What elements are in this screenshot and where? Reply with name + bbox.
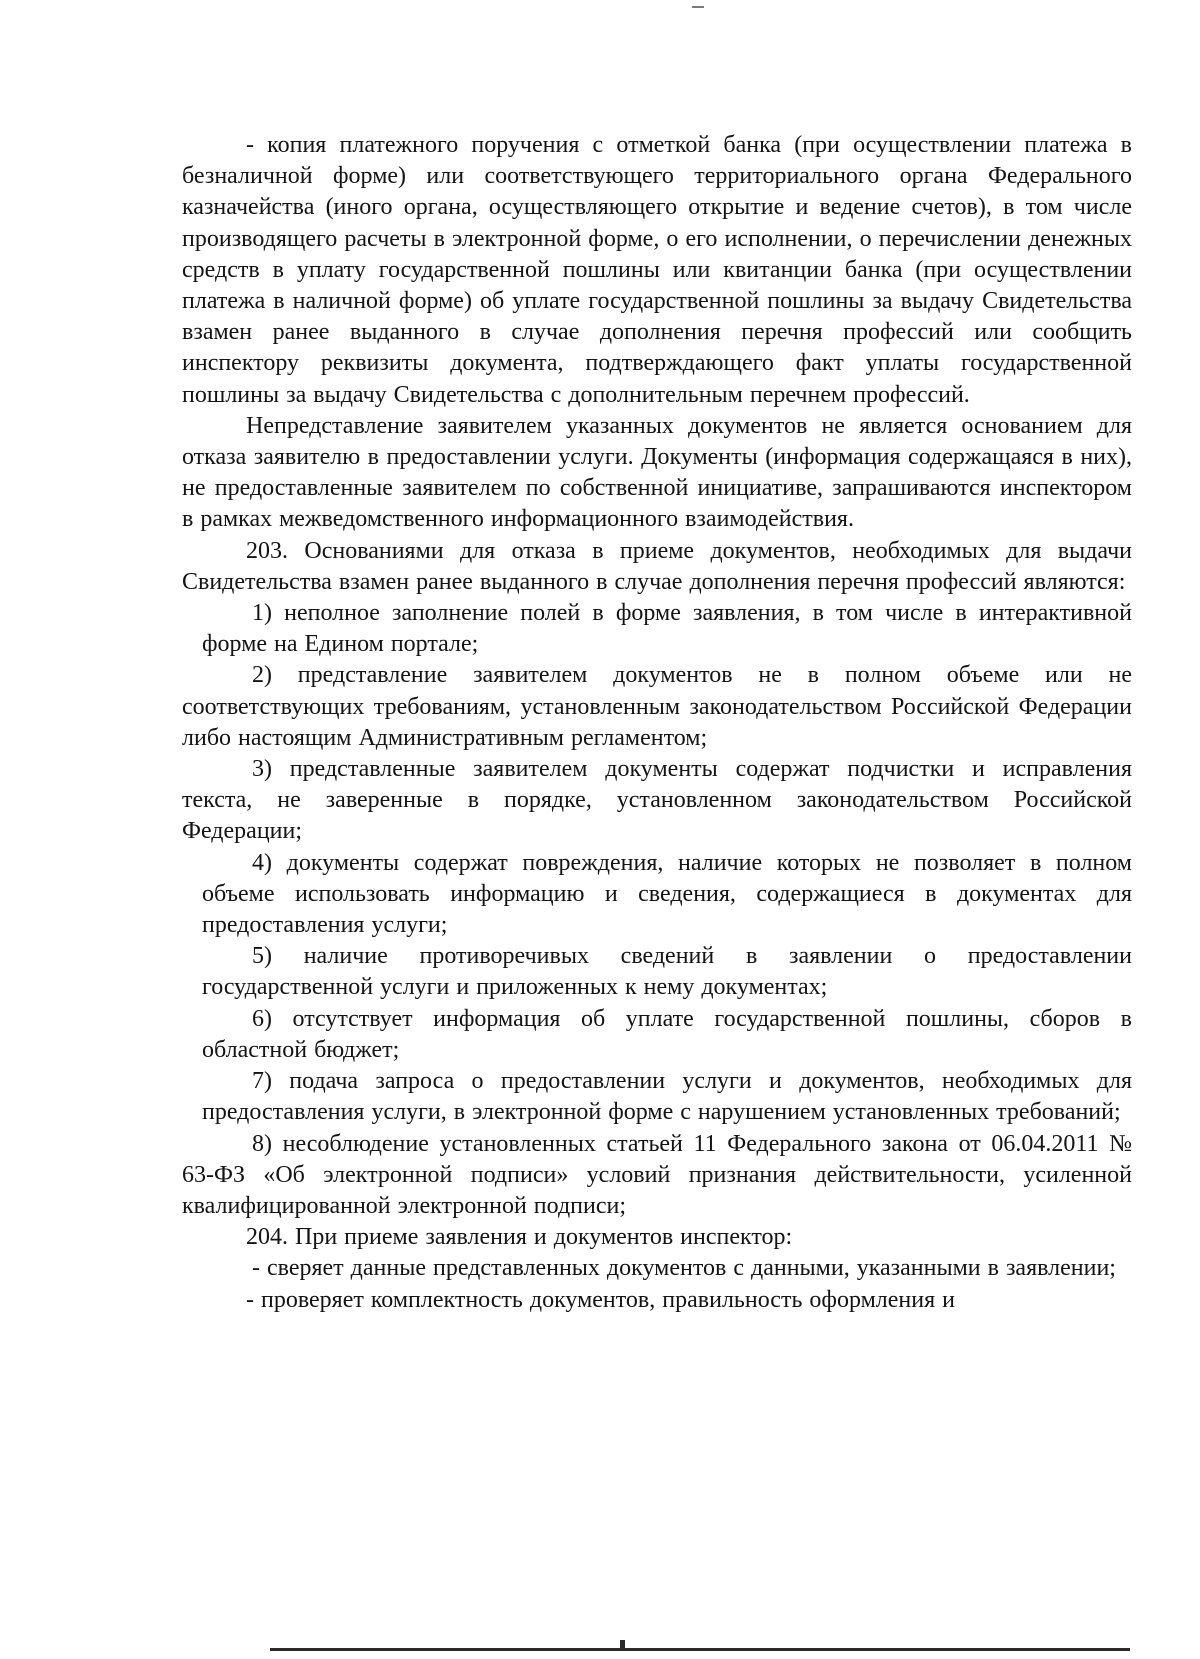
list-item-3: 3) представленные заявителем документы содержат подчистки и исправления текста, не заверенные в порядке, установленном законодательством Российской Федерации; <box>182 756 1132 845</box>
scan-artifact-bottom-line <box>270 1648 1130 1651</box>
list-item-4: 4) документы содержат повреждения, наличие которых не позволяет в полном объеме использовать информацию и сведения, содержащиеся в документах для предоставления услуги; <box>202 849 1132 939</box>
list-item-2: 2) представление заявителем документов не в полном объеме или не соответствующих требованиям, установленным законодательством Российской Федерации либо настоящим Административным регламентом; <box>182 662 1132 751</box>
paragraph-204-inspector: 204. При приеме заявления и документов инспектор: <box>246 1224 793 1251</box>
list-item-5: 5) наличие противоречивых сведений в заявлении о предоставлении государственной услуги и приложенных к нему документах; <box>202 943 1132 1001</box>
paragraph-non-submission: Непредставление заявителем указанных документов не является основанием для отказа заявителю в предоставлении услуги. Документы (информация содержащаяся в них), не предоставленные заявителем по собственной инициативе, запрашиваются инспектором в рамках межведомственного информационного взаимодействия. <box>182 412 1132 533</box>
list-item-7: 7) подача запроса о предоставлении услуги и документов, необходимых для предоставления услуги, в электронной форме с нарушением установленных требований; <box>202 1068 1132 1126</box>
paragraph-203-grounds: 203. Основаниями для отказа в приеме документов, необходимых для выдачи Свидетельства взамен ранее выданного в случае дополнения перечня профессий являются: <box>182 537 1132 595</box>
document-page <box>182 130 1132 1316</box>
list-item-check: - проверяет комплектность документов, правильность оформления и <box>246 1286 955 1313</box>
list-item-1: 1) неполное заполнение полей в форме заявления, в том числе в интерактивной форме на Едином портале; <box>202 600 1132 658</box>
paragraph-payment-copy: - копия платежного поручения с отметкой банка (при осуществлении платежа в безналичной форме) или соответствующего территориального органа Федерального казначейства (иного органа, осуществляющего открытие и ведение счетов), в том числе производящего расчеты в электронной форме, о его исполнении, о перечислении денежных средств в уплату государственной пошлины или квитанции банка (при осуществлении платежа в наличной форме) об уплате государственной пошлины за выдачу Свидетельства взамен ранее выданного в случае дополнения перечня профессий или сообщить инспектору реквизиты документа, подтверждающего факт уплаты государственной пошлины за выдачу Свидетельства с дополнительным перечнем профессий. <box>182 132 1132 408</box>
list-item-6: 6) отсутствует информация об уплате государственной пошлины, сборов в областной бюджет; <box>202 1005 1132 1063</box>
list-item-verify: - сверяет данные представленных документов с данными, указанными в заявлении; <box>252 1255 1116 1282</box>
scan-artifact-top <box>692 6 704 8</box>
list-item-8: 8) несоблюдение установленных статьей 11 Федерального закона от 06.04.2011 № 63-ФЗ «Об электронной подписи» условий признания действительности, усиленной квалифицированной электронной подписи; <box>182 1130 1132 1219</box>
